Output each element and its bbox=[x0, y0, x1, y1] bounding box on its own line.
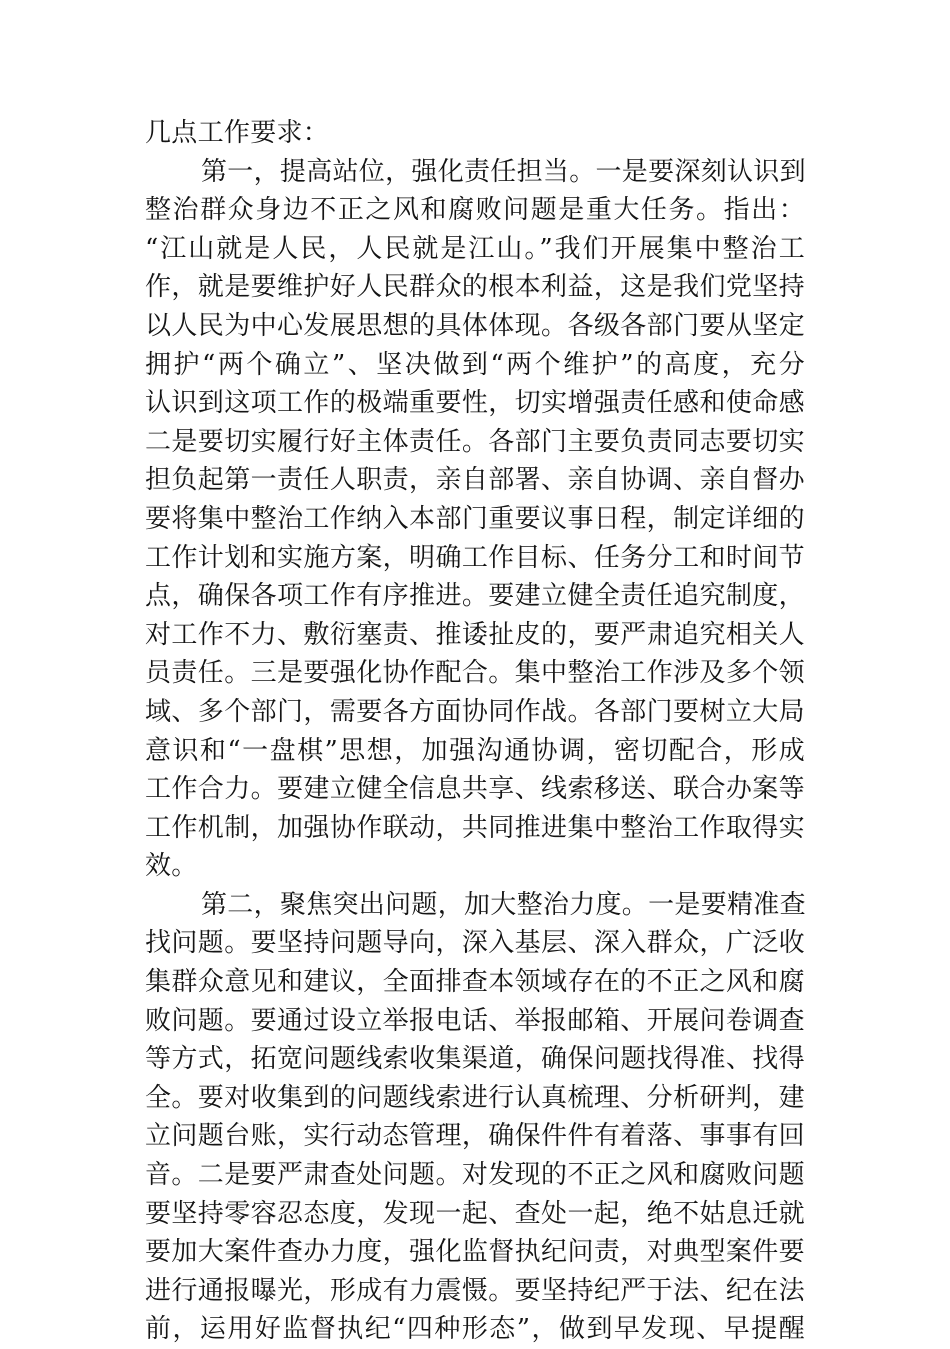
text-line: 进行通报曝光，形成有力震慑。要坚持纪严于法、纪在法 bbox=[145, 1275, 805, 1306]
text-line: 工作合力。要建立健全信息共享、线索移送、联合办案等 bbox=[145, 774, 805, 805]
text-line: 对工作不力、敷衍塞责、推诿扯皮的，要严肃追究相关人 bbox=[145, 619, 805, 650]
text-line: 第一，提高站位，强化责任担当。一是要深刻认识到 bbox=[201, 156, 806, 187]
text-line: 担负起第一责任人职责，亲自部署、亲自协调、亲自督办 bbox=[145, 465, 805, 496]
text-line: 域、多个部门，需要各方面协同作战。各部门要树立大局 bbox=[145, 696, 805, 727]
text-line: 整治群众身边不正之风和腐败问题是重大任务。指出： bbox=[145, 195, 805, 226]
text-line: 音。二是要严肃查处问题。对发现的不正之风和腐败问题 bbox=[145, 1160, 805, 1191]
text-line: 工作计划和实施方案，明确工作目标、任务分工和时间节 bbox=[145, 542, 805, 573]
document-body bbox=[145, 114, 805, 1349]
text-line: 二是要切实履行好主体责任。各部门主要负责同志要切实 bbox=[145, 426, 805, 457]
text-line: 意识和“一盘棋”思想，加强沟通协调，密切配合，形成 bbox=[145, 735, 805, 766]
text-line: 第二，聚焦突出问题，加大整治力度。一是要精准查 bbox=[201, 889, 806, 920]
text-line: 全。要对收集到的问题线索进行认真梳理、分析研判，建 bbox=[145, 1082, 805, 1113]
text-line: 几点工作要求： bbox=[145, 118, 330, 148]
text-line: 前，运用好监督执纪“四种形态”，做到早发现、早提醒 bbox=[145, 1314, 805, 1345]
text-line: 作，就是要维护好人民群众的根本利益，这是我们党坚持 bbox=[145, 272, 805, 303]
text-line: 等方式，拓宽问题线索收集渠道，确保问题找得准、找得 bbox=[145, 1044, 805, 1075]
text-line: “江山就是人民，人民就是江山。”我们开展集中整治工 bbox=[145, 233, 805, 264]
text-line: 以人民为中心发展思想的具体体现。各级各部门要从坚定 bbox=[145, 310, 805, 341]
text-line: 败问题。要通过设立举报电话、举报邮箱、开展问卷调查 bbox=[145, 1005, 805, 1036]
text-line: 点，确保各项工作有序推进。要建立健全责任追究制度， bbox=[145, 581, 805, 612]
text-line: 集群众意见和建议，全面排查本领域存在的不正之风和腐 bbox=[145, 967, 805, 998]
text-line: 要将集中整治工作纳入本部门重要议事日程，制定详细的 bbox=[145, 503, 805, 534]
text-line: 立问题台账，实行动态管理，确保件件有着落、事事有回 bbox=[145, 1121, 805, 1152]
text-line: 认识到这项工作的极端重要性，切实增强责任感和使命感 bbox=[145, 388, 805, 419]
text-line: 工作机制，加强协作联动，共同推进集中整治工作取得实 bbox=[145, 812, 805, 843]
text-line: 要加大案件查办力度，强化监督执纪问责，对典型案件要 bbox=[145, 1237, 805, 1268]
text-line: 拥护“两个确立”、坚决做到“两个维护”的高度，充分 bbox=[145, 349, 805, 380]
text-line: 要坚持零容忍态度，发现一起、查处一起，绝不姑息迁就 bbox=[145, 1198, 805, 1229]
text-line: 找问题。要坚持问题导向，深入基层、深入群众，广泛收 bbox=[145, 928, 805, 959]
text-line: 效。 bbox=[145, 851, 198, 882]
text-line: 员责任。三是要强化协作配合。集中整治工作涉及多个领 bbox=[145, 658, 805, 689]
